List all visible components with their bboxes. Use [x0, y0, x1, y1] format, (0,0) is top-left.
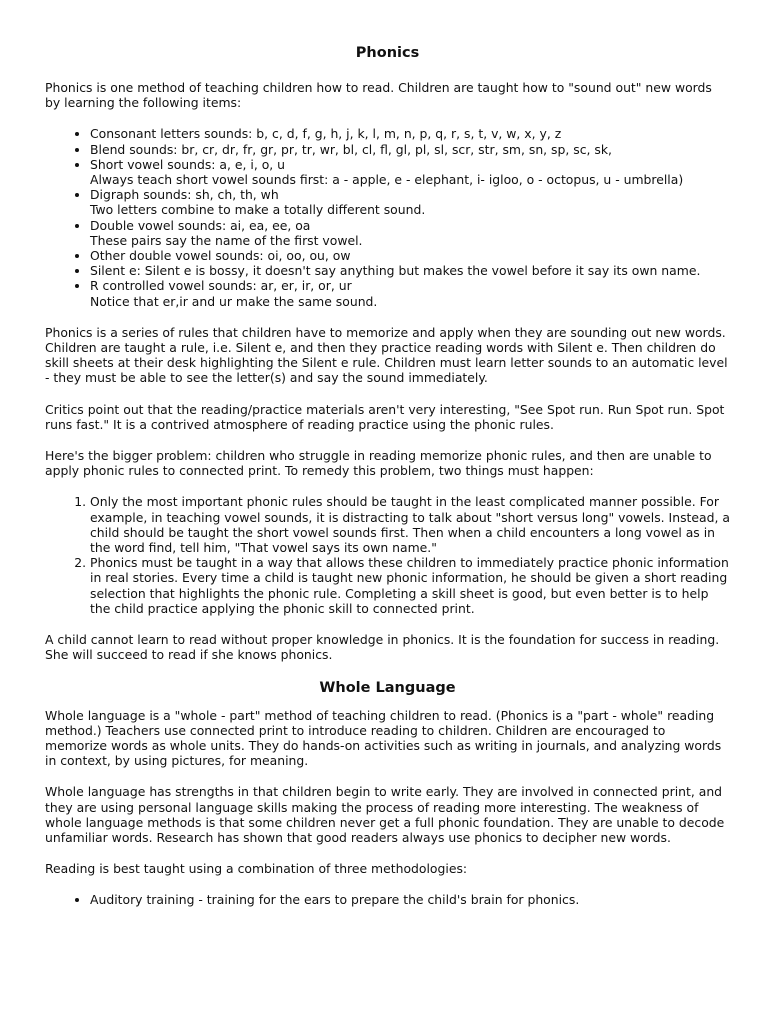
list-item-note: Two letters combine to make a totally different sound.	[90, 202, 426, 218]
list-item: • Short vowel sounds: a, e, i, o, u Always teach short vowel sounds first: a - apple, e - elephant, i- igloo, o - octopus, u - umbrella)	[90, 157, 730, 187]
remedy-steps-list	[45, 494, 730, 616]
intro-paragraph: Phonics is one method of teaching children how to read. Children are taught how to "sound out" new words by learning the following items:	[45, 80, 712, 111]
paragraph-methodologies: Reading is best taught using a combination of three methodologies:	[45, 861, 468, 877]
list-item: • Silent e: Silent e is bossy, it doesn't say anything but makes the vowel before it say its own name.	[90, 263, 730, 278]
list-item: • R controlled vowel sounds: ar, er, ir, or, ur Notice that er,ir and ur make the same sound.	[90, 278, 730, 308]
list-item-note: These pairs say the name of the first vowel.	[90, 232, 363, 248]
paragraph-whole-language-intro: Whole language is a "whole - part" method of teaching children to read. (Phonics is a "part - whole" reading method.) Teachers use connected print to introduce reading to children. Children are encouraged to memorize words as whole units. They do hands-on activities such as writing in journals, and analyzing words in context, by using pictures, for meaning.	[45, 707, 722, 769]
list-item-note: Always teach short vowel sounds first: a - apple, e - elephant, i- igloo, o - octopus, u - umbrella)	[90, 172, 684, 188]
methodologies-list	[45, 892, 730, 907]
list-item: • Consonant letters sounds: b, c, d, f, g, h, j, k, l, m, n, p, q, r, s, t, v, w, x, y, z	[90, 126, 730, 141]
list-item: 2. Phonics must be taught in a way that allows these children to immediately practice phonic information in real stories. Every time a child is taught new phonic information, he should be given a short reading selection that highlights the phonic rule. Completing a skill sheet is good, but even better is to help the child practice applying the phonic skill to connected print.	[90, 555, 730, 616]
heading-whole-language: Whole Language	[319, 679, 456, 696]
paragraph-whole-language-strengths: Whole language has strengths in that children begin to write early. They are involved in connected print, and they are using personal language skills making the process of reading more interesting. The weakness of whole language methods is that some children never get a full phonic foundation. They are unable to decode unfamiliar words. Research has shown that good readers always use phonics to decipher new words.	[45, 784, 725, 845]
phonics-items-list	[45, 126, 730, 308]
list-item: • Double vowel sounds: ai, ea, ee, oa These pairs say the name of the first vowel.	[90, 218, 730, 248]
paragraph-problem: Here's the bigger problem: children who struggle in reading memorize phonic rules, and then are unable to apply phonic rules to connected print. To remedy this problem, two things must happen:	[45, 448, 712, 479]
list-item: • Auditory training - training for the ears to prepare the child's brain for phonics.	[90, 892, 730, 907]
paragraph-rules: Phonics is a series of rules that children have to memorize and apply when they are sounding out new words. Children are taught a rule, i.e. Silent e, and then they practice reading words with Silent e. Then children do skill sheets at their desk highlighting the Silent e rule. Children must learn letter sounds to an automatic level - they must be able to see the letter(s) and say the sound immediately.	[45, 324, 728, 386]
list-item: 1. Only the most important phonic rules should be taught in the least complicated manner possible. For example, in teaching vowel sounds, it is distracting to talk about "short versus long" vowels. Instead, a child should be taught the short vowel sounds first. Then when a child encounters a long vowel as in the word find, tell him, "That vowel says its own name."	[90, 494, 730, 555]
list-item: • Other double vowel sounds: oi, oo, ou, ow	[90, 248, 730, 263]
heading-phonics: Phonics	[355, 45, 420, 61]
list-item: • Blend sounds: br, cr, dr, fr, gr, pr, tr, wr, bl, cl, fl, gl, pl, sl, scr, str, sm, sn, sp, sc, sk,	[90, 142, 730, 157]
list-item-note: Notice that er,ir and ur make the same sound.	[90, 293, 378, 309]
paragraph-conclusion: A child cannot learn to read without proper knowledge in phonics. It is the foundation for success in reading. She will succeed to read if she knows phonics.	[45, 632, 720, 663]
document-page	[45, 44, 730, 924]
list-item: • Digraph sounds: sh, ch, th, wh Two letters combine to make a totally different sound.	[90, 187, 730, 217]
paragraph-critics: Critics point out that the reading/practice materials aren't very interesting, "See Spot run. Run Spot run. Spot runs fast." It is a contrived atmosphere of reading practice using the phonic rules.	[45, 401, 725, 432]
